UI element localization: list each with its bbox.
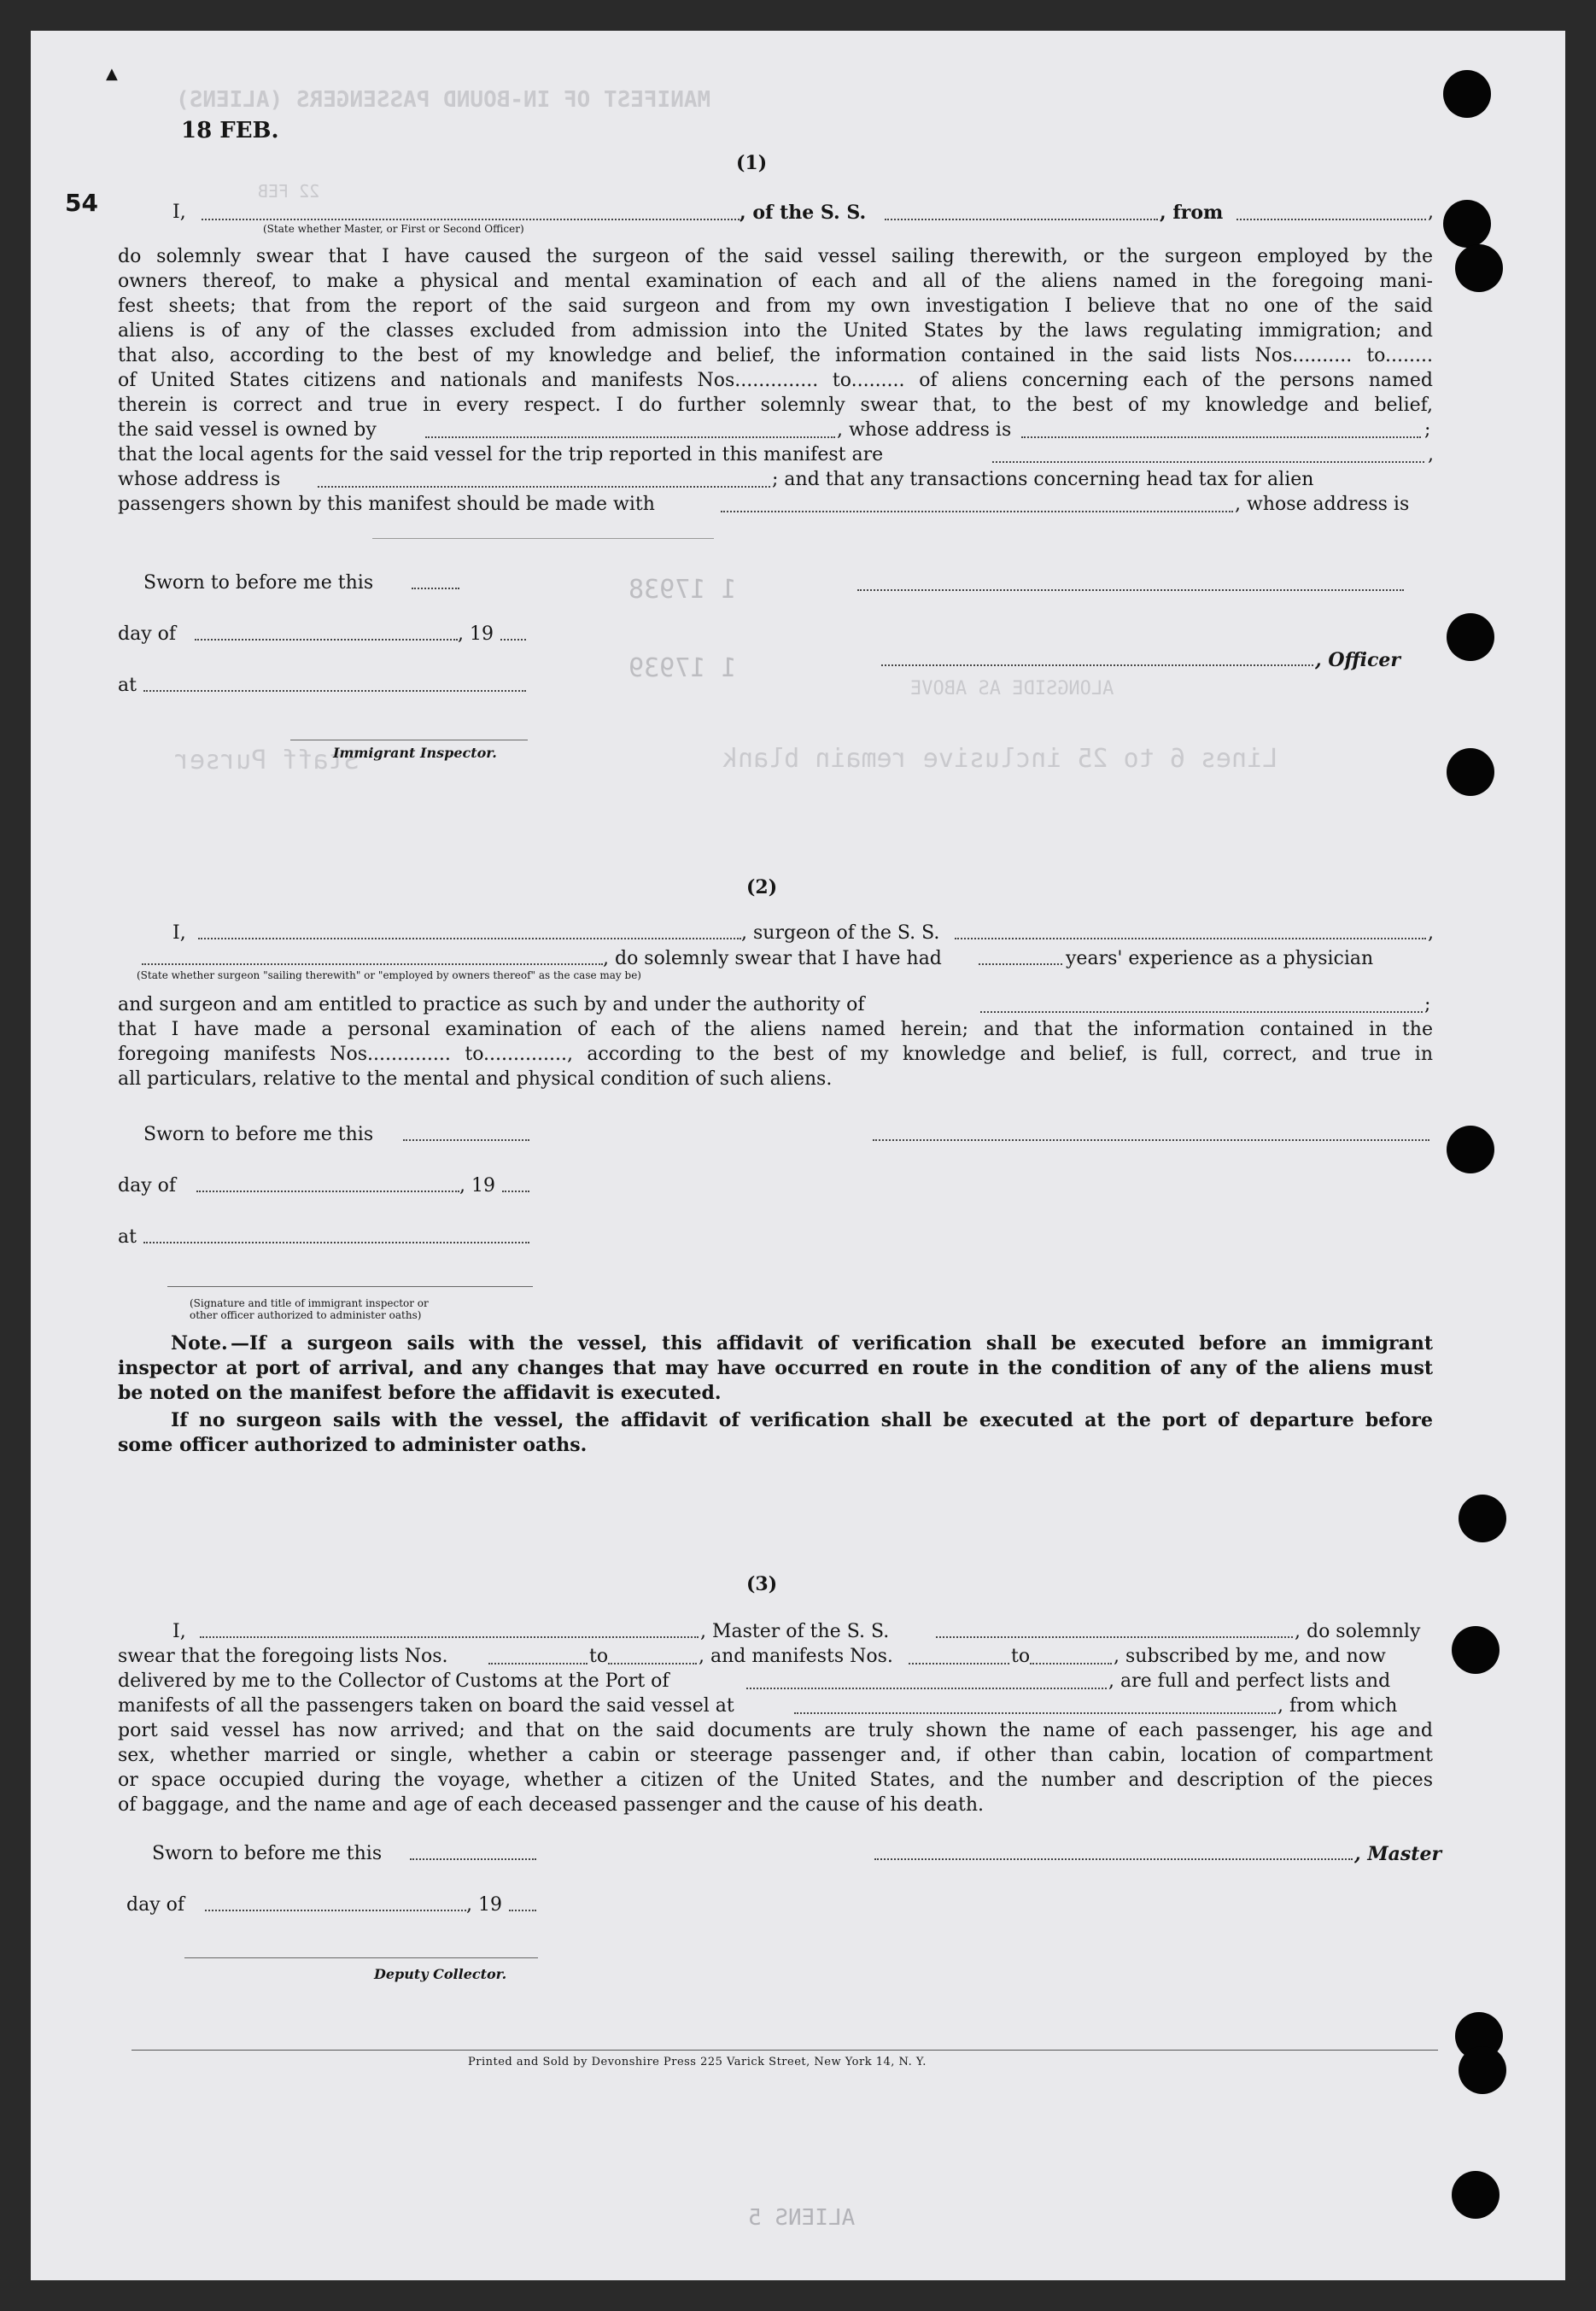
signature-caption-line: (Signature and title of immigrant inspector or xyxy=(190,1297,429,1309)
day-field-1[interactable] xyxy=(195,639,458,641)
from-label: , from xyxy=(1160,202,1224,224)
surgeon-line-end: , xyxy=(1428,922,1434,944)
note-line: inspector at port of arrival, and any changes that may have occurred en route in the condition of any of the aliens must xyxy=(118,1357,1433,1379)
years-experience-label: years' experience as a physician xyxy=(1066,948,1374,969)
master-of-ss-label: , Master of the S. S. xyxy=(700,1621,890,1642)
section-2-heading: (2) xyxy=(746,876,778,898)
from-which-label: , from which xyxy=(1277,1695,1398,1717)
bleed-through-heading: MANIFEST OF IN-BOUND PASSENGERS (ALIENS) xyxy=(176,87,711,113)
manifests-to-field[interactable] xyxy=(1030,1663,1112,1665)
punch-hole xyxy=(1455,244,1503,292)
deputy-collector-label: Deputy Collector. xyxy=(374,1966,507,1982)
manifests-to-label: to xyxy=(1011,1646,1031,1667)
authority-field[interactable] xyxy=(980,1011,1423,1013)
agent-address-label: whose address is xyxy=(118,469,281,490)
sworn-label-1: Sworn to before me this xyxy=(143,572,374,594)
note-line-5: some officer authorized to administer oaths. xyxy=(118,1434,588,1456)
lists-nos-label: swear that the foregoing lists Nos. xyxy=(118,1646,448,1667)
owner-address-label: , whose address is xyxy=(837,419,1012,441)
lists-from-field[interactable] xyxy=(488,1663,588,1665)
owner-address-field[interactable] xyxy=(1021,436,1421,438)
subscribed-label: , subscribed by me, and now xyxy=(1114,1646,1386,1667)
year-label-1: , 19 xyxy=(458,623,494,645)
bleed-through-staff: Staff Purser xyxy=(174,746,360,775)
section-1-body-line: owners thereof, to make a physical and mental examination of each and all of the aliens named in the foregoing mani- xyxy=(118,271,1433,292)
inspector-signature-line-2[interactable] xyxy=(167,1286,533,1287)
section-3-body-line: port said vessel has now arrived; and that on the said documents are truly shown the name of each passenger, his age and xyxy=(118,1720,1433,1741)
officer-title-field[interactable] xyxy=(881,664,1313,666)
head-tax-party-field[interactable] xyxy=(721,511,1233,512)
section-1-caption: (State whether Master, or First or Second Officer) xyxy=(263,223,524,235)
section-1-body-line: do solemnly swear that I have caused the surgeon of the said vessel sailing therewith, or the surgeon employed by the xyxy=(118,246,1433,267)
surgeon-status-field[interactable] xyxy=(142,963,603,965)
bleed-through-bottom: ALIENS 5 xyxy=(748,2205,856,2231)
master-signature-field[interactable] xyxy=(874,1858,1353,1860)
surgeon-ship-field[interactable] xyxy=(955,938,1426,939)
local-agents-field[interactable] xyxy=(992,461,1424,463)
corner-mark: ▲ xyxy=(106,65,118,83)
note-line-3: be noted on the manifest before the affidavit is executed. xyxy=(118,1382,722,1404)
note-line-4: If no surgeon sails with the vessel, the affidavit of verification shall be executed at the port of departure before xyxy=(171,1409,1433,1431)
master-ship-field[interactable] xyxy=(936,1636,1293,1638)
manifests-nos-label: , and manifests Nos. xyxy=(699,1646,893,1667)
footer-rule xyxy=(132,2050,1438,2051)
agent-address-field[interactable] xyxy=(318,486,770,488)
punch-hole xyxy=(1459,1495,1506,1542)
year-label-2: , 19 xyxy=(459,1175,495,1196)
section-1-heading: (1) xyxy=(736,152,768,174)
day-of-label-3: day of xyxy=(126,1894,185,1916)
section-1-body-line: that also, according to the best of my knowledge and belief, the information contained in the said lists Nos.......... to........ xyxy=(118,345,1433,366)
ship-name-field[interactable] xyxy=(885,219,1158,220)
note-label: Note. xyxy=(171,1332,228,1354)
head-tax-label: ; and that any transactions concerning head tax for alien xyxy=(772,469,1314,490)
owner-field[interactable] xyxy=(425,436,835,438)
section-2-body-line: foregoing manifests Nos.............. to.............., according to the best of my knowledge and belief, is full, correct, and true in xyxy=(118,1044,1433,1065)
section-2-caption: (State whether surgeon "sailing therewith" or "employed by owners thereof" as the case may be) xyxy=(137,969,641,981)
bleed-through-lines-note: Lines 6 to 25 inclusive remain blank xyxy=(722,744,1278,774)
section-2-body-line: that I have made a personal examination of each of the aliens named herein; and that the information contained in the xyxy=(118,1019,1433,1040)
at-place-field-1[interactable] xyxy=(143,690,526,692)
punch-hole xyxy=(1447,1126,1494,1173)
sworn-date-field-3[interactable] xyxy=(410,1858,536,1860)
section-3-last-line: of baggage, and the name and age of each deceased passenger and the cause of his death. xyxy=(118,1794,984,1816)
master-label: , Master xyxy=(1354,1843,1442,1865)
swear-label: , do solemnly swear that I have had xyxy=(603,948,942,969)
year-field-3[interactable] xyxy=(509,1910,536,1911)
manifests-from-field[interactable] xyxy=(909,1663,1009,1665)
authority-label: and surgeon and am entitled to practice as such by and under the authority of xyxy=(118,994,865,1015)
section-3-body-line: or space occupied during the voyage, whether a citizen of the United States, and the number and description of the pieces xyxy=(118,1770,1433,1791)
inspector-label: Immigrant Inspector. xyxy=(333,745,497,761)
master-name-field[interactable] xyxy=(200,1636,699,1638)
section-1-body-line: fest sheets; that from the report of the said surgeon and from my own investigation I believe that no one of the said xyxy=(118,295,1433,317)
do-solemnly-label: , do solemnly xyxy=(1295,1621,1421,1642)
section-2-last-line: all particulars, relative to the mental and physical condition of such aliens. xyxy=(118,1068,833,1090)
date-stamp: 18 FEB. xyxy=(181,118,279,143)
deputy-collector-signature-line[interactable] xyxy=(184,1957,538,1958)
years-experience-field[interactable] xyxy=(979,963,1062,965)
surgeon-of-ss-label: , surgeon of the S. S. xyxy=(741,922,940,944)
collector-port-field[interactable] xyxy=(746,1688,1107,1689)
punch-hole xyxy=(1443,200,1491,248)
officer-signature-field[interactable] xyxy=(857,589,1404,591)
punch-hole xyxy=(1443,70,1491,118)
at-place-field-2[interactable] xyxy=(143,1242,529,1243)
bleed-through-date: 22 FEB xyxy=(258,181,320,202)
page-number: 54 xyxy=(65,189,98,217)
section-1-body-line: aliens is of any of the classes excluded from admission into the United States by the laws regulating immigration; and xyxy=(118,320,1433,342)
local-agents-label: that the local agents for the said vessel for the trip reported in this manifest are xyxy=(118,444,884,465)
note-line: —If a surgeon sails with the vessel, this affidavit of verification shall be executed before an immigrant xyxy=(231,1332,1433,1354)
section-3-i: I, xyxy=(172,1621,186,1642)
day-field-2[interactable] xyxy=(196,1191,459,1192)
passengers-label: passengers shown by this manifest should be made with xyxy=(118,494,655,515)
sworn-label-2: Sworn to before me this xyxy=(143,1124,374,1145)
sworn-date-field-1[interactable] xyxy=(412,588,459,589)
owned-by-label: the said vessel is owned by xyxy=(118,419,377,441)
section-2-i: I, xyxy=(172,922,186,944)
punch-hole xyxy=(1447,748,1494,796)
lists-to-label: to xyxy=(589,1646,609,1667)
bleed-through-above: ALONGSIDE AS ABOVE xyxy=(910,678,1114,699)
section-1-body-line: of United States citizens and nationals and manifests Nos.............. to......... of aliens concerning each of the persons named xyxy=(118,370,1433,391)
manifest-verification-page xyxy=(31,31,1565,2280)
owner-line-end: ; xyxy=(1424,419,1431,441)
full-perfect-label: , are full and perfect lists and xyxy=(1108,1670,1391,1692)
surgeon-signature-field[interactable] xyxy=(873,1139,1429,1141)
year-label-3: , 19 xyxy=(466,1894,502,1916)
section-3-heading: (3) xyxy=(746,1573,778,1595)
embarkation-port-field[interactable] xyxy=(794,1712,1276,1714)
bleed-through-number-1: 1 17938 xyxy=(628,575,737,605)
surgeon-name-field[interactable] xyxy=(198,938,741,939)
day-of-label-2: day of xyxy=(118,1175,177,1196)
section-1-body-line: therein is correct and true in every respect. I do further solemnly swear that, to the best of my knowledge and belief, xyxy=(118,395,1433,416)
day-of-label-1: day of xyxy=(118,623,177,645)
at-label-2: at xyxy=(118,1226,137,1248)
officer-name-field[interactable] xyxy=(202,219,740,220)
printer-credit: Printed and Sold by Devonshire Press 225 Varick Street, New York 14, N. Y. xyxy=(468,2056,927,2068)
authority-line-end: ; xyxy=(1424,994,1431,1015)
of-ss-label: , of the S. S. xyxy=(740,202,867,224)
at-label-1: at xyxy=(118,675,137,696)
bleed-through-number-2: 1 17939 xyxy=(628,653,737,683)
from-port-field[interactable] xyxy=(1236,219,1426,220)
punch-hole xyxy=(1459,2046,1506,2094)
day-field-3[interactable] xyxy=(205,1910,466,1911)
year-field-1[interactable] xyxy=(500,639,526,641)
punch-hole xyxy=(1452,2171,1500,2219)
lists-to-field[interactable] xyxy=(608,1663,697,1665)
taken-on-board-label: manifests of all the passengers taken on board the said vessel at xyxy=(118,1695,734,1717)
section-1-i: I, xyxy=(172,202,186,223)
punch-hole xyxy=(1452,1626,1500,1674)
sworn-label-3: Sworn to before me this xyxy=(152,1843,383,1864)
line-end-comma: , xyxy=(1428,202,1434,223)
collector-port-label: delivered by me to the Collector of Customs at the Port of xyxy=(118,1670,669,1692)
punch-hole xyxy=(1447,613,1494,661)
signature-caption-line: other officer authorized to administer oaths) xyxy=(190,1309,422,1321)
year-field-2[interactable] xyxy=(502,1191,529,1192)
section-3-body-line: sex, whether married or single, whether a cabin or steerage passenger and, if other than cabin, location of compartment xyxy=(118,1745,1433,1766)
sworn-date-field-2[interactable] xyxy=(403,1139,529,1141)
officer-label: , Officer xyxy=(1315,649,1401,671)
local-agents-line-end: , xyxy=(1428,444,1434,465)
divider xyxy=(372,538,714,539)
head-tax-address-label: , whose address is xyxy=(1235,494,1410,515)
